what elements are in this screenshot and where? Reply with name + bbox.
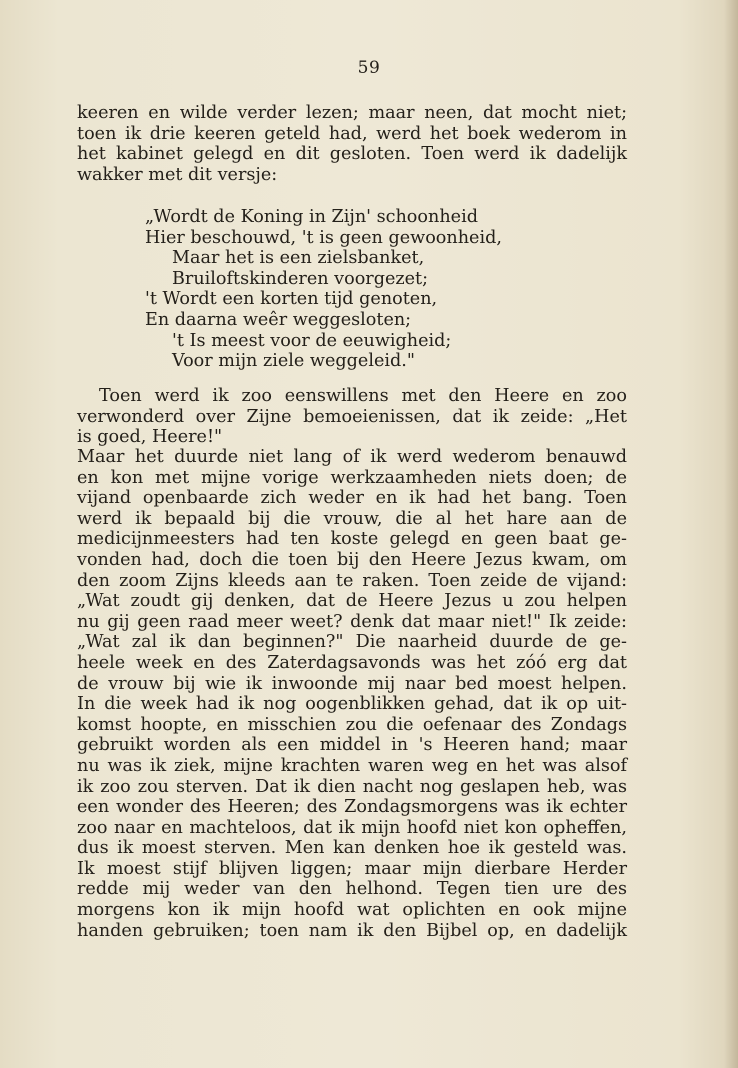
poem-line: 't Wordt een korten tijd genoten,: [145, 289, 438, 310]
text-line: het kabinet gelegd en dit gesloten. Toen werd ik dadelijk: [77, 144, 627, 165]
text-line: redde mij weder van den helhond. Tegen tien ure des: [77, 879, 627, 900]
text-line: Ik moest stijf blijven liggen; maar mijn dierbare Herder: [77, 858, 627, 879]
page-edge-shadow: [724, 0, 738, 1068]
text-line: ik zoo zou sterven. Dat ik dien nacht nog geslapen heb, was: [77, 776, 627, 797]
text-line: verwonderd over Zijne bemoeienissen, dat ik zeide: „Het: [77, 406, 627, 427]
text-line: „Wat zal ik dan beginnen?" Die naarheid duurde de ge-: [77, 632, 627, 653]
poem-line: Voor mijn ziele weggeleid.": [172, 351, 415, 372]
poem-line: Maar het is een zielsbanket,: [172, 248, 425, 269]
poem: [77, 207, 502, 372]
poem-line: 't Is meest voor de eeuwigheid;: [172, 330, 452, 351]
text-line: In die week had ik nog oogenblikken gehad, dat ik op uit-: [77, 694, 627, 715]
poem-line: En daarna weêr weggesloten;: [145, 309, 412, 330]
paragraph-3: [77, 447, 627, 941]
text-line: Maar het duurde niet lang of ik werd wederom benauwd: [77, 447, 627, 467]
paragraph-1: [77, 103, 627, 185]
text-line: de vrouw bij wie ik inwoonde mij naar bed moest helpen.: [77, 673, 627, 694]
text-line: den zoom Zijns kleeds aan te raken. Toen zeide de vijand:: [77, 570, 627, 591]
text-line: keeren en wilde verder lezen; maar neen, dat mocht niet;: [77, 103, 627, 123]
text-line: komst hoopte, en misschien zou die oefenaar des Zondags: [77, 714, 627, 735]
text-line: handen gebruiken; toen nam ik den Bijbel op, en dadelijk: [77, 920, 627, 941]
text-line: vonden had, doch die toen bij den Heere Jezus kwam, om: [77, 549, 627, 570]
text-line: medicijnmeesters had ten koste gelegd en geen baat ge-: [77, 529, 627, 550]
poem-line: Bruiloftskinderen voorgezet;: [172, 268, 429, 289]
text-line: wakker met dit versje:: [77, 164, 278, 185]
text-line: werd ik bepaald bij die vrouw, die al het hare aan de: [77, 508, 627, 529]
text-line: Toen werd ik zoo eenswillens met den Heere en zoo: [99, 386, 627, 406]
poem-line: „Wordt de Koning in Zijn' schoonheid: [145, 207, 478, 227]
text-line: een wonder des Heeren; des Zondagsmorgens was ik echter: [77, 797, 627, 818]
paragraph-2: [77, 386, 627, 448]
text-line: nu was ik ziek, mijne krachten waren weg en het was alsof: [77, 755, 627, 776]
text-line: is goed, Heere!": [77, 427, 223, 448]
text-line: morgens kon ik mijn hoofd wat oplichten en ook mijne: [77, 900, 627, 921]
text-line: toen ik drie keeren geteld had, werd het boek wederom in: [77, 123, 627, 144]
page-number: 59: [357, 58, 381, 78]
text-line: zoo naar en machteloos, dat ik mijn hoofd niet kon opheffen,: [77, 817, 627, 838]
text-line: heele week en des Zaterdagsavonds was het zóó erg dat: [77, 652, 627, 673]
poem-line: Hier beschouwd, 't is geen gewoonheid,: [145, 227, 502, 248]
text-line: en kon met mijne vorige werkzaamheden niets doen; de: [77, 467, 627, 488]
text-line: „Wat zoudt gij denken, dat de Heere Jezus u zou helpen: [77, 591, 627, 612]
text-line: nu gij geen raad meer weet? denk dat maar niet!" Ik zeide:: [77, 611, 627, 632]
text-line: gebruikt worden als een middel in 's Heeren hand; maar: [77, 735, 627, 756]
text-line: vijand openbaarde zich weder en ik had het bang. Toen: [77, 488, 627, 509]
text-line: dus ik moest sterven. Men kan denken hoe ik gesteld was.: [77, 838, 627, 859]
